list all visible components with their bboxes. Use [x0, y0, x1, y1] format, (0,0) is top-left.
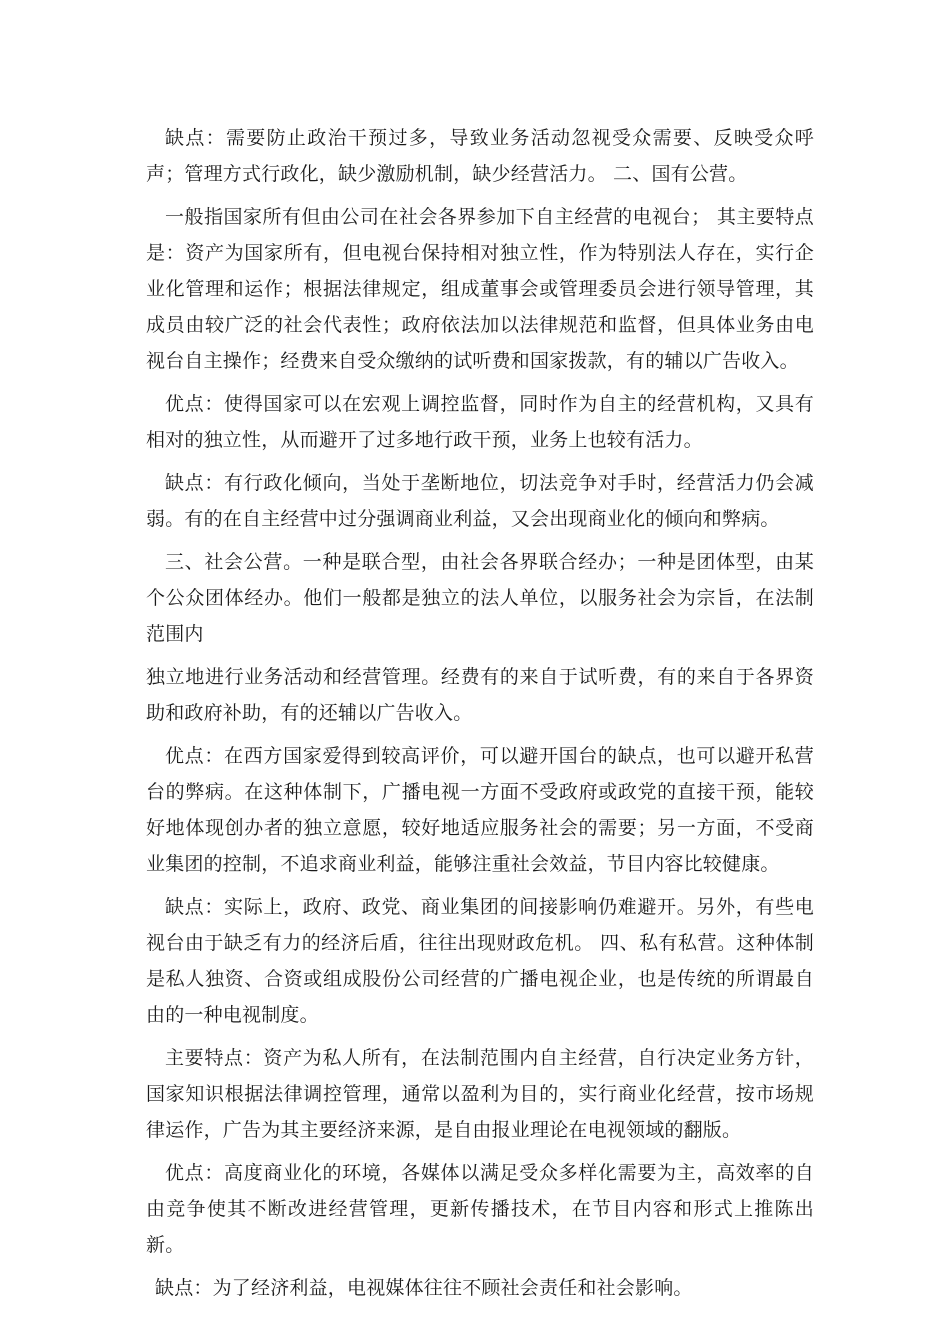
- paragraph-social-public-advantages: 优点：在西方国家爱得到较高评价，可以避开国台的缺点，也可以避开私营台的弊病。在这种体制下，广播电视一方面不受政府或政党的直接干预，能较好地体现创办者的独立意愿，较好地适应服务社会的需要；另一方面，不受商业集团的控制，不追求商业利益，能够注重社会效益，节目内容比较健康。: [146, 745, 814, 875]
- paragraph-private-features: 主要特点：资产为私人所有，在法制范围内自主经营，自行决定业务方针，国家知识根据法律调控管理，通常以盈利为目的，实行商业化经营，按市场规律运作，广告为其主要经济来源，是自由报业理论在电视领域的翻版。: [146, 1047, 814, 1141]
- paragraph-social-public-definition: 三、社会公营。一种是联合型，由社会各界联合经办；一种是团体型，由某个公众团体经办。他们一般都是独立的法人单位，以服务社会为宗旨，在法制范围内: [146, 551, 814, 645]
- paragraph-private-drawbacks: 缺点：为了经济利益，电视媒体往往不顾社会责任和社会影响。: [155, 1277, 693, 1299]
- paragraph-state-owned-public-drawbacks: 缺点：有行政化倾向，当处于垄断地位，切法竞争对手时，经营活力仍会减弱。有的在自主经营中过分强调商业利益，又会出现商业化的倾向和弊病。: [146, 472, 814, 530]
- document-body: [146, 120, 814, 1313]
- paragraph-state-owned-public-definition: 一般指国家所有但由公司在社会各界参加下自主经营的电视台； 其主要特点是：资产为国家所有，但电视台保持相对独立性，作为特别法人存在，实行企业化管理和运作；根据法律规定，组成董事会或管理委员会进行领导管理，其成员由较广泛的社会代表性；政府依法加以法律规范和监督，但具体业务由电视台自主操作；经费来自受众缴纳的试听费和国家拨款，有的辅以广告收入。: [146, 206, 814, 372]
- paragraph-social-public-continued: 独立地进行业务活动和经营管理。经费有的来自于试听费，有的来自于各界资助和政府补助，有的还辅以广告收入。: [146, 666, 814, 724]
- paragraph-private-advantages: 优点：高度商业化的环境，各媒体以满足受众多样化需要为主，高效率的自由竞争使其不断改进经营管理，更新传播技术，在节目内容和形式上推陈出新。: [146, 1162, 814, 1256]
- paragraph-state-owned-public-advantages: 优点：使得国家可以在宏观上调控监督，同时作为自主的经营机构，又具有相对的独立性，从而避开了过多地行政干预，业务上也较有活力。: [146, 393, 814, 451]
- paragraph-social-public-drawbacks: 缺点：实际上，政府、政党、商业集团的间接影响仍难避开。另外，有些电视台由于缺乏有力的经济后盾，往往出现财政危机。 四、私有私营。这种体制是私人独资、合资或组成股份公司经营的广播电视企业，也是传统的所谓最自由的一种电视制度。: [146, 896, 814, 1026]
- paragraph-state-run-drawbacks: 缺点：需要防止政治干预过多，导致业务活动忽视受众需要、反映受众呼声；管理方式行政化，缺少激励机制，缺少经营活力。 二、国有公营。: [146, 127, 814, 185]
